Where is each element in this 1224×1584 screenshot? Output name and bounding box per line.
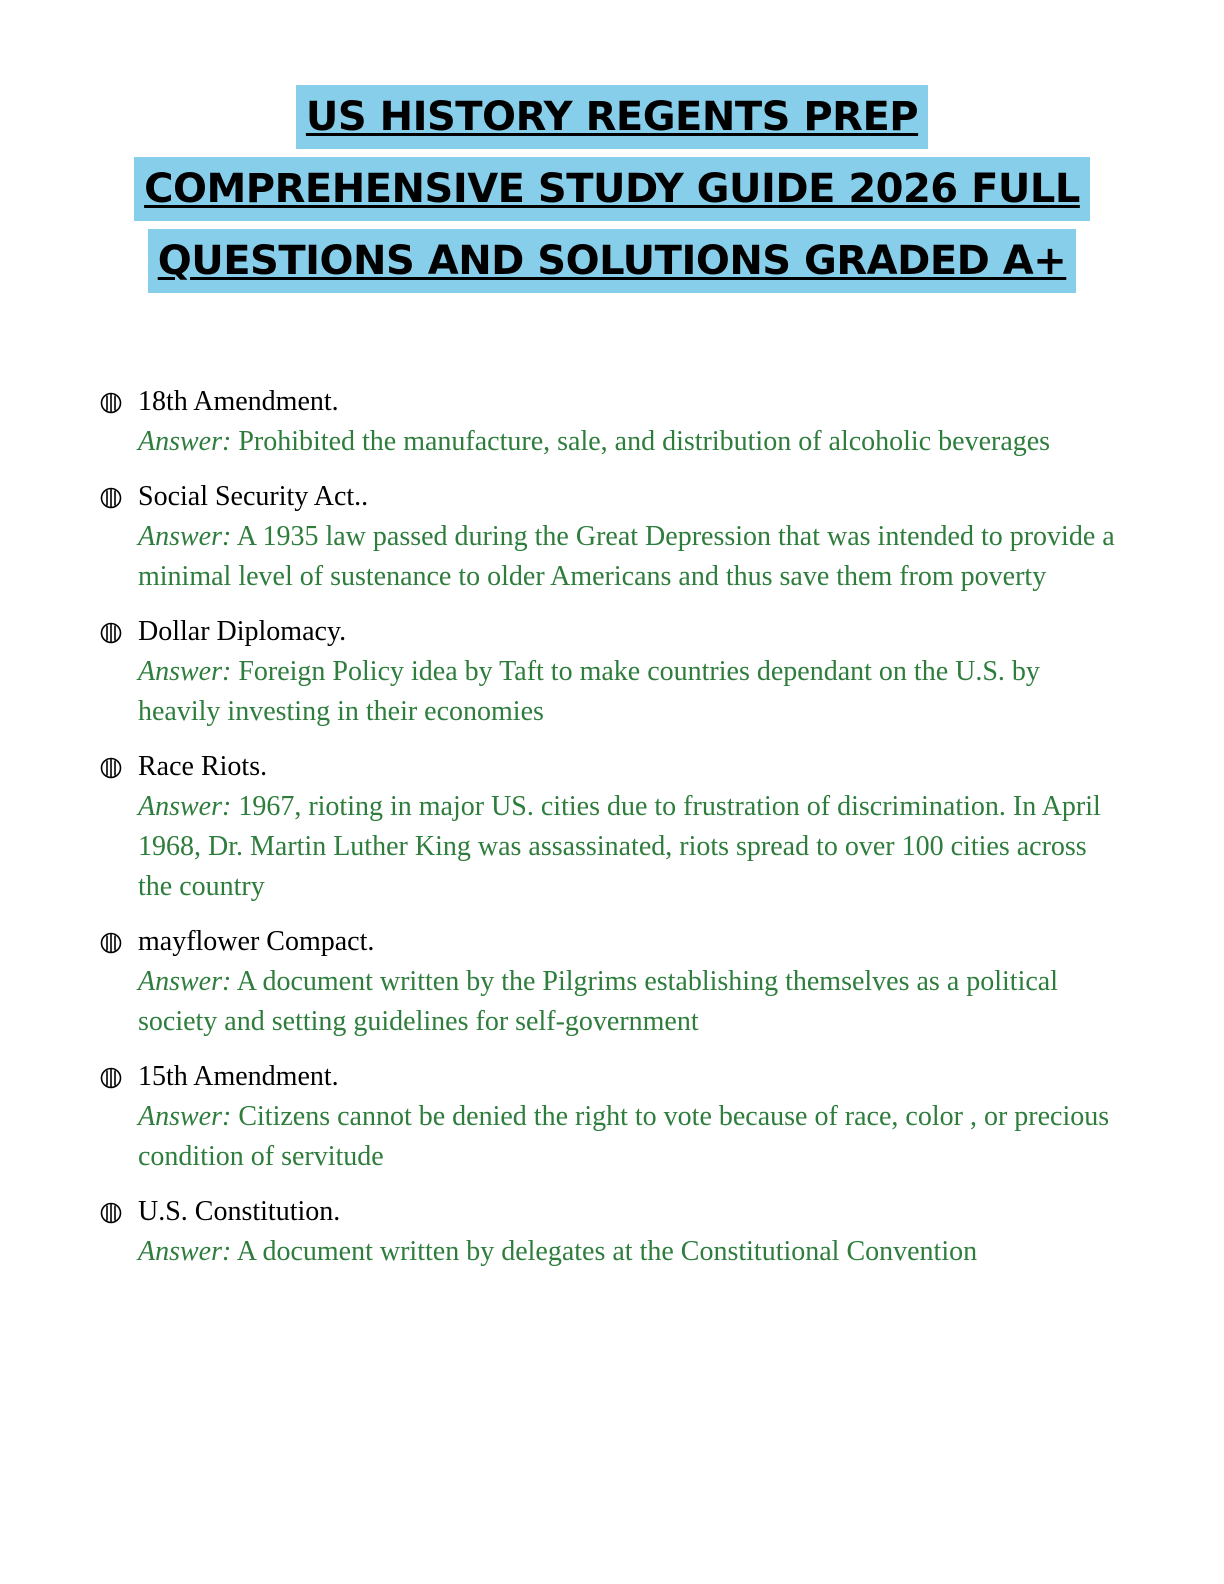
answer-text — [138, 517, 1120, 597]
answer-body: Prohibited the manufacture, sale, and distribution of alcoholic beverages — [238, 426, 1051, 457]
answer-body: Foreign Policy idea by Taft to make countries dependant on the U.S. by heavily investing in their economies — [138, 656, 1040, 727]
answer-body: A document written by delegates at the Constitutional Convention — [236, 1236, 978, 1267]
answer-body: A 1935 law passed during the Great Depression that was intended to provide a minimal level of sustenance to older Americans and thus save them from poverty — [138, 521, 1115, 592]
answer-text — [138, 652, 1120, 732]
answer-label: Answer: — [138, 656, 232, 687]
answer-label: Answer: — [138, 1101, 232, 1132]
question-text: 18th Amendment. — [138, 386, 339, 417]
qa-item — [100, 382, 1120, 462]
question-text: U.S. Constitution. — [138, 1196, 341, 1227]
circle-bullet-icon — [100, 487, 122, 509]
answer-body: 1967, rioting in major US. cities due to frustration of discrimination. In April 1968, Dr. Martin Luther King was assassinated, riots spread to over 100 cities across the country — [138, 791, 1101, 902]
answer-text — [138, 1232, 1120, 1272]
qa-item — [100, 612, 1120, 732]
question-text: Social Security Act.. — [138, 481, 369, 512]
title-line-1: US HISTORY REGENTS PREP — [296, 85, 928, 149]
answer-text — [138, 1097, 1120, 1177]
qa-item — [100, 477, 1120, 597]
qa-list — [100, 382, 1120, 1287]
answer-label: Answer: — [138, 966, 232, 997]
answer-label: Answer: — [138, 791, 232, 822]
document-title — [0, 85, 1224, 301]
circle-bullet-icon — [100, 757, 122, 779]
answer-text — [138, 787, 1120, 907]
qa-item — [100, 922, 1120, 1042]
circle-bullet-icon — [100, 1067, 122, 1089]
circle-bullet-icon — [100, 932, 122, 954]
question-text: Dollar Diplomacy. — [138, 616, 347, 647]
question-text: Race Riots. — [138, 751, 268, 782]
answer-body: A document written by the Pilgrims establishing themselves as a political society and setting guidelines for self-government — [138, 966, 1058, 1037]
circle-bullet-icon — [100, 622, 122, 644]
qa-item — [100, 747, 1120, 907]
answer-text — [138, 422, 1120, 462]
qa-item — [100, 1192, 1120, 1272]
answer-label: Answer: — [138, 426, 232, 457]
answer-text — [138, 962, 1120, 1042]
circle-bullet-icon — [100, 1202, 122, 1224]
qa-item — [100, 1057, 1120, 1177]
answer-label: Answer: — [138, 1236, 232, 1267]
title-line-3: QUESTIONS AND SOLUTIONS GRADED A+ — [148, 229, 1077, 293]
answer-label: Answer: — [138, 521, 232, 552]
question-text: 15th Amendment. — [138, 1061, 339, 1092]
circle-bullet-icon — [100, 392, 122, 414]
title-line-2: COMPREHENSIVE STUDY GUIDE 2026 FULL — [134, 157, 1090, 221]
question-text: mayflower Compact. — [138, 926, 375, 957]
answer-body: Citizens cannot be denied the right to vote because of race, color , or precious condition of servitude — [138, 1101, 1110, 1172]
